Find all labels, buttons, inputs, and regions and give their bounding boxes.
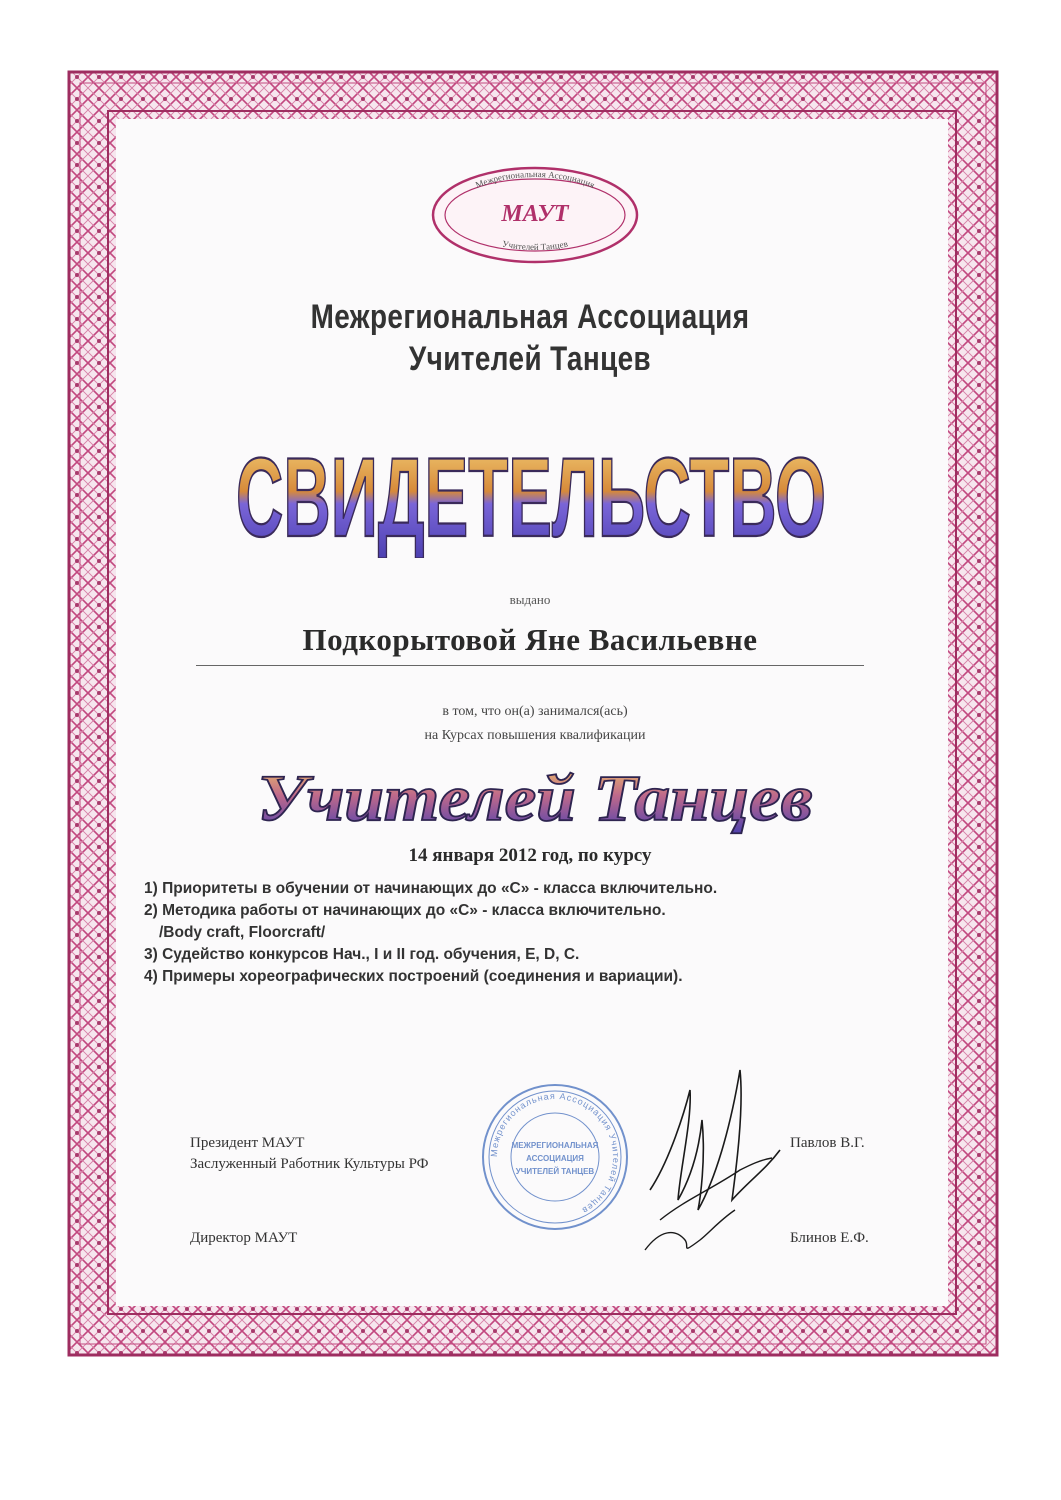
seal-center-line-1: МЕЖРЕГИОНАЛЬНАЯ [511, 1141, 599, 1150]
topics-list [144, 878, 934, 988]
president-name: Павлов В.Г. [790, 1135, 865, 1151]
topic-item: 2) Методика работы от начинающих до «С» - класса включительно. [144, 902, 666, 919]
director-name: Блинов Е.Ф. [790, 1230, 869, 1246]
president-title-line-1: Президент МАУТ [190, 1135, 305, 1151]
certificate-title-text: СВИДЕТЕЛЬСТВО [236, 435, 826, 558]
president-title [190, 1133, 429, 1175]
course-subtitle [250, 758, 820, 838]
statement [300, 700, 770, 748]
director-title: Директор МАУТ [190, 1230, 298, 1246]
course-subtitle-text: Учителей Танцев [257, 762, 813, 835]
seal-center-line-2: АССОЦИАЦИЯ [526, 1154, 584, 1163]
signature [640, 1050, 790, 1270]
topic-item: 4) Примеры хореографических построений (соединения и вариации). [144, 968, 683, 985]
topic-item: 3) Судейство конкурсов Нач., I и II год. обучения, E, D, C. [144, 946, 580, 963]
organization-name [259, 296, 800, 380]
maut-logo [430, 165, 640, 265]
date-line: 14 января 2012 год, по курсу [408, 845, 652, 866]
seal-ring-text: Межрегиональная Ассоциация Учителей Танцев [488, 1090, 622, 1217]
round-seal [480, 1082, 630, 1232]
topic-item-continuation: /Body craft, Floorcraft/ [159, 924, 326, 941]
logo-center-text: МАУТ [501, 201, 569, 227]
organization-line-2: Учителей Танцев [408, 340, 652, 378]
statement-line-2: на Курсах повышения квалификации [424, 728, 646, 743]
president-title-line-2: Заслуженный Работник Культуры РФ [190, 1156, 429, 1172]
logo-arc-bottom-text: Учителей Танцев [501, 238, 569, 252]
logo-arc-top-text: Межрегиональная Ассоциация [473, 168, 597, 191]
topic-item: 1) Приоритеты в обучении от начинающих до «С» - класса включительно. [144, 880, 718, 897]
recipient-underline [196, 665, 864, 666]
certificate-title [226, 428, 836, 558]
issued-label: выдано [509, 592, 551, 607]
organization-line-1: Межрегиональная Ассоциация [310, 298, 750, 336]
statement-line-1: в том, что он(а) занимался(ась) [442, 704, 628, 719]
recipient-name: Подкорытовой Яне Васильевне [302, 622, 758, 657]
seal-center-line-3: УЧИТЕЛЕЙ ТАНЦЕВ [515, 1167, 595, 1176]
